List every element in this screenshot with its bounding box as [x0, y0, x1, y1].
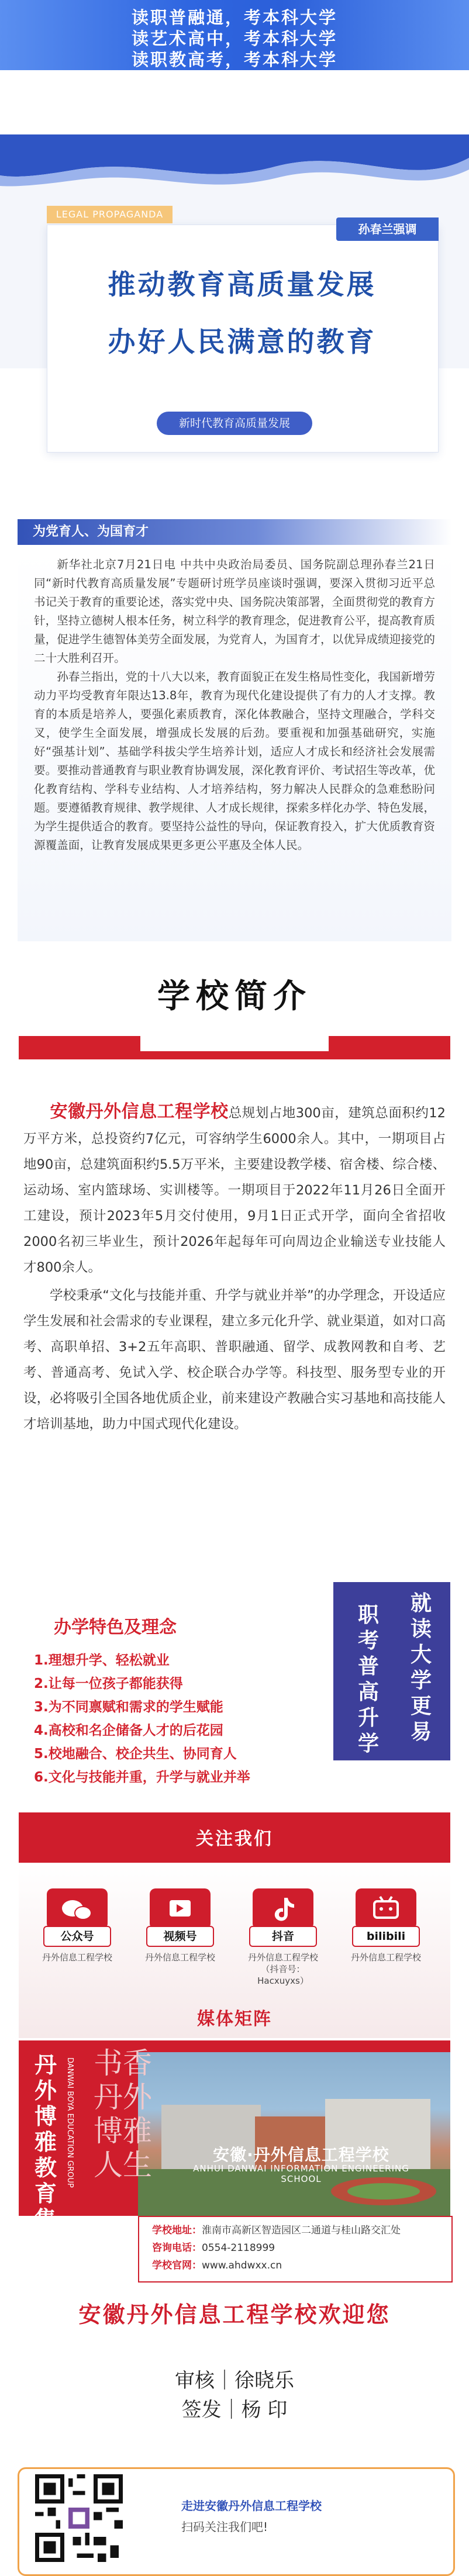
header-wave-decoration — [0, 134, 469, 199]
reviewer-line: 审核｜徐晓乐 — [175, 2369, 294, 2392]
banner-line-3: 读职教高考，考本科大学 — [131, 50, 337, 70]
intro-heading: 学校简介 — [157, 978, 312, 1016]
feature-item: 2.让每一位孩子都能获得 — [34, 1676, 183, 1691]
phone-label: 咨询电话： — [152, 2242, 202, 2254]
qr-title: 走进安徽丹外信息工程学校 — [181, 2499, 322, 2513]
speaker-tag: 孙春兰强调 — [336, 217, 439, 241]
group-name-english-text: DANWAI BOYA EDUCATION GROUP — [65, 2057, 74, 2188]
follow-title: 关注我们 — [196, 1829, 273, 1849]
feature-item: 4.高校和名企储备人才的后花园 — [34, 1723, 223, 1738]
features-list — [34, 1649, 338, 1789]
address-label: 学校地址： — [152, 2225, 202, 2236]
slogan-column-2: 职考普高升学 — [357, 1603, 379, 1756]
website-value[interactable]: www.ahdwxx.cn — [202, 2260, 282, 2271]
headline-subtitle-pill: 新时代教育高质量发展 — [157, 412, 312, 435]
campus-name-cn: 安徽·丹外信息工程学校 — [213, 2145, 389, 2164]
feature-item: 1.理想升学、轻松就业 — [34, 1653, 170, 1668]
feature-item: 3.为不同禀赋和需求的学生赋能 — [34, 1700, 223, 1715]
address-line — [152, 2223, 401, 2238]
qr-code-icon[interactable] — [35, 2474, 123, 2562]
intro-body — [23, 1099, 446, 1439]
platform-account: 丹外信息工程学校 — [145, 1952, 216, 1963]
video-icon — [150, 1888, 211, 1929]
platform-label: 视频号 — [146, 1926, 214, 1947]
platform-label: 公众号 — [43, 1926, 111, 1947]
platform-wechat[interactable] — [42, 1888, 112, 1963]
wechat-icon — [47, 1888, 108, 1929]
section-heading: 为党育人、为国育才 — [33, 524, 149, 539]
contact-info-box — [138, 2216, 453, 2283]
headline-line-2: 办好人民满意的教育 — [108, 326, 377, 358]
platform-label: bilibili — [352, 1926, 420, 1947]
calligraphy-motto: 书香丹外 博雅人生 — [94, 2046, 152, 2182]
website-line[interactable] — [152, 2258, 282, 2273]
intro-paragraph-2-text: 学校秉承“文化与技能并重、升学与就业并举”的办学理念，开设适应学生发展和社会需求的专业课程，建立多元化升学、就业渠道，如对口高考、高职单招、3+2五年高职、普职融通、留学、成教网教和自考、艺考、普通高考、免试入学、校企联合办学等。科技型、服务型专业的开设，必将吸引全国各地优质企业，前来建设产教融合实习基地和高技能人才培训基地，助力中国式现代化建设。 — [23, 1288, 446, 1432]
banner-line-2: 读艺术高中，考本科大学 — [131, 29, 337, 49]
top-banner — [0, 0, 469, 70]
group-name-english — [64, 2055, 80, 2219]
group-name: 丹外博雅教育集团 — [34, 2052, 57, 2258]
campus-name-en: ANHUI DANWAI INFORMATION ENGINEERING SCHOOL — [193, 2163, 409, 2184]
banner-line-1: 读职普融通，考本科大学 — [131, 8, 337, 27]
qr-subtitle: 扫码关注我们吧! — [181, 2520, 268, 2534]
article-paragraph-1: 新华社北京7月21日电 中共中央政治局委员、国务院副总理孙春兰21日同“新时代教育高质量发展”专题研讨班学员座谈时强调，要深入贯彻习近平总书记关于教育的重要论述，落实党中央、国务院决策部署，全面贯彻党的教育方针，坚持立德树人根本任务，树立科学的教育理念，促进教育公平，提高教育质量，促进学生德智体美劳全面发展，为党育人，为国育才，以优异成绩迎接党的二十大胜利召开。 — [34, 558, 435, 665]
article-body — [34, 555, 435, 855]
signer-line: 签发｜杨 印 — [181, 2398, 288, 2422]
phone-line — [152, 2240, 275, 2256]
media-matrix-title: 媒体矩阵 — [197, 2009, 272, 2029]
welcome-banner: 安徽丹外信息工程学校欢迎您 — [78, 2301, 391, 2328]
platform-tiktok[interactable] — [248, 1888, 318, 1987]
campus-image — [138, 2052, 450, 2216]
feature-item: 6.文化与技能并重，升学与就业并举 — [34, 1770, 250, 1785]
platform-label: 抖音 — [249, 1926, 317, 1947]
tiktok-icon — [253, 1888, 313, 1929]
section-heading-bar — [18, 519, 451, 545]
intro-paragraph-1-text: 总规划占地300亩，建筑总面积约12万平方米，总投资约7亿元，可容纳学生6000余人。其中，一期项目占地90亩，总建筑面积约5.5万平米，主要建设教学楼、宿舍楼、综合楼、运动场、室内篮球场、实训楼等。一期项目于2022年11月26日全面开工建设，预计2023年5月交付使用，9月1日正式开学，面向全省招收2000名初三毕业生，预计2026年起每年可向周边企业输送专业技能人才800余人。 — [23, 1106, 446, 1275]
platform-account: 丹外信息工程学校（抖音号：Hacxuyxs） — [248, 1952, 319, 1986]
intro-paragraph-2 — [23, 1283, 446, 1437]
platform-account: 丹外信息工程学校 — [351, 1952, 422, 1963]
slogan-panel — [333, 1582, 450, 1760]
website-label: 学校官网： — [152, 2260, 202, 2271]
legal-propaganda-label: LEGAL PROPAGANDA — [47, 206, 173, 223]
bilibili-icon — [356, 1888, 416, 1929]
features-heading: 办学特色及理念 — [54, 1617, 177, 1638]
platform-video[interactable] — [145, 1888, 215, 1963]
intro-paragraph-1 — [23, 1099, 446, 1280]
phone-value: 0554-2118999 — [202, 2242, 275, 2254]
platform-bilibili[interactable] — [351, 1888, 421, 1963]
headline-line-1: 推动教育高质量发展 — [108, 269, 377, 301]
school-name: 安徽丹外信息工程学校 — [50, 1101, 229, 1122]
address-value: 淮南市高新区智造园区二通道与桂山路交汇处 — [202, 2225, 401, 2236]
platform-account: 丹外信息工程学校 — [42, 1952, 113, 1963]
article-paragraph-2: 孙春兰指出，党的十八大以来，教育面貌正在发生格局性变化，我国新增劳动力平均受教育年限达13.8年，教育为现代化建设提供了有力的人才支撑。教育的本质是培养人，要强化素质教育，深化体教融合，坚持文理融合，学科交叉，使学生全面发展，增强成长发展的后劲。要重视和加强基础研究，实施好“强基计划”、基础学科拔尖学生培养计划，适应人才成长和经济社会发展需要。要推动普通教育与职业教育协调发展，深化教育评价、考试招生等改革，优化教育结构、学科专业结构、人才培养结构，努力解决人民群众的急难愁盼问题。要遵循教育规律、教学规律、人才成长规律，探索多样化办学、特色发展，为学生提供适合的教育。要坚持公益性的导向，保证教育投入，扩大优质教育资源覆盖面，让教育发展成果更多更公平惠及全体人民。 — [34, 670, 435, 852]
feature-item: 5.校地融合、校企共生、协同育人 — [34, 1746, 237, 1762]
slogan-column-1: 就读大学更易 — [410, 1591, 432, 1744]
